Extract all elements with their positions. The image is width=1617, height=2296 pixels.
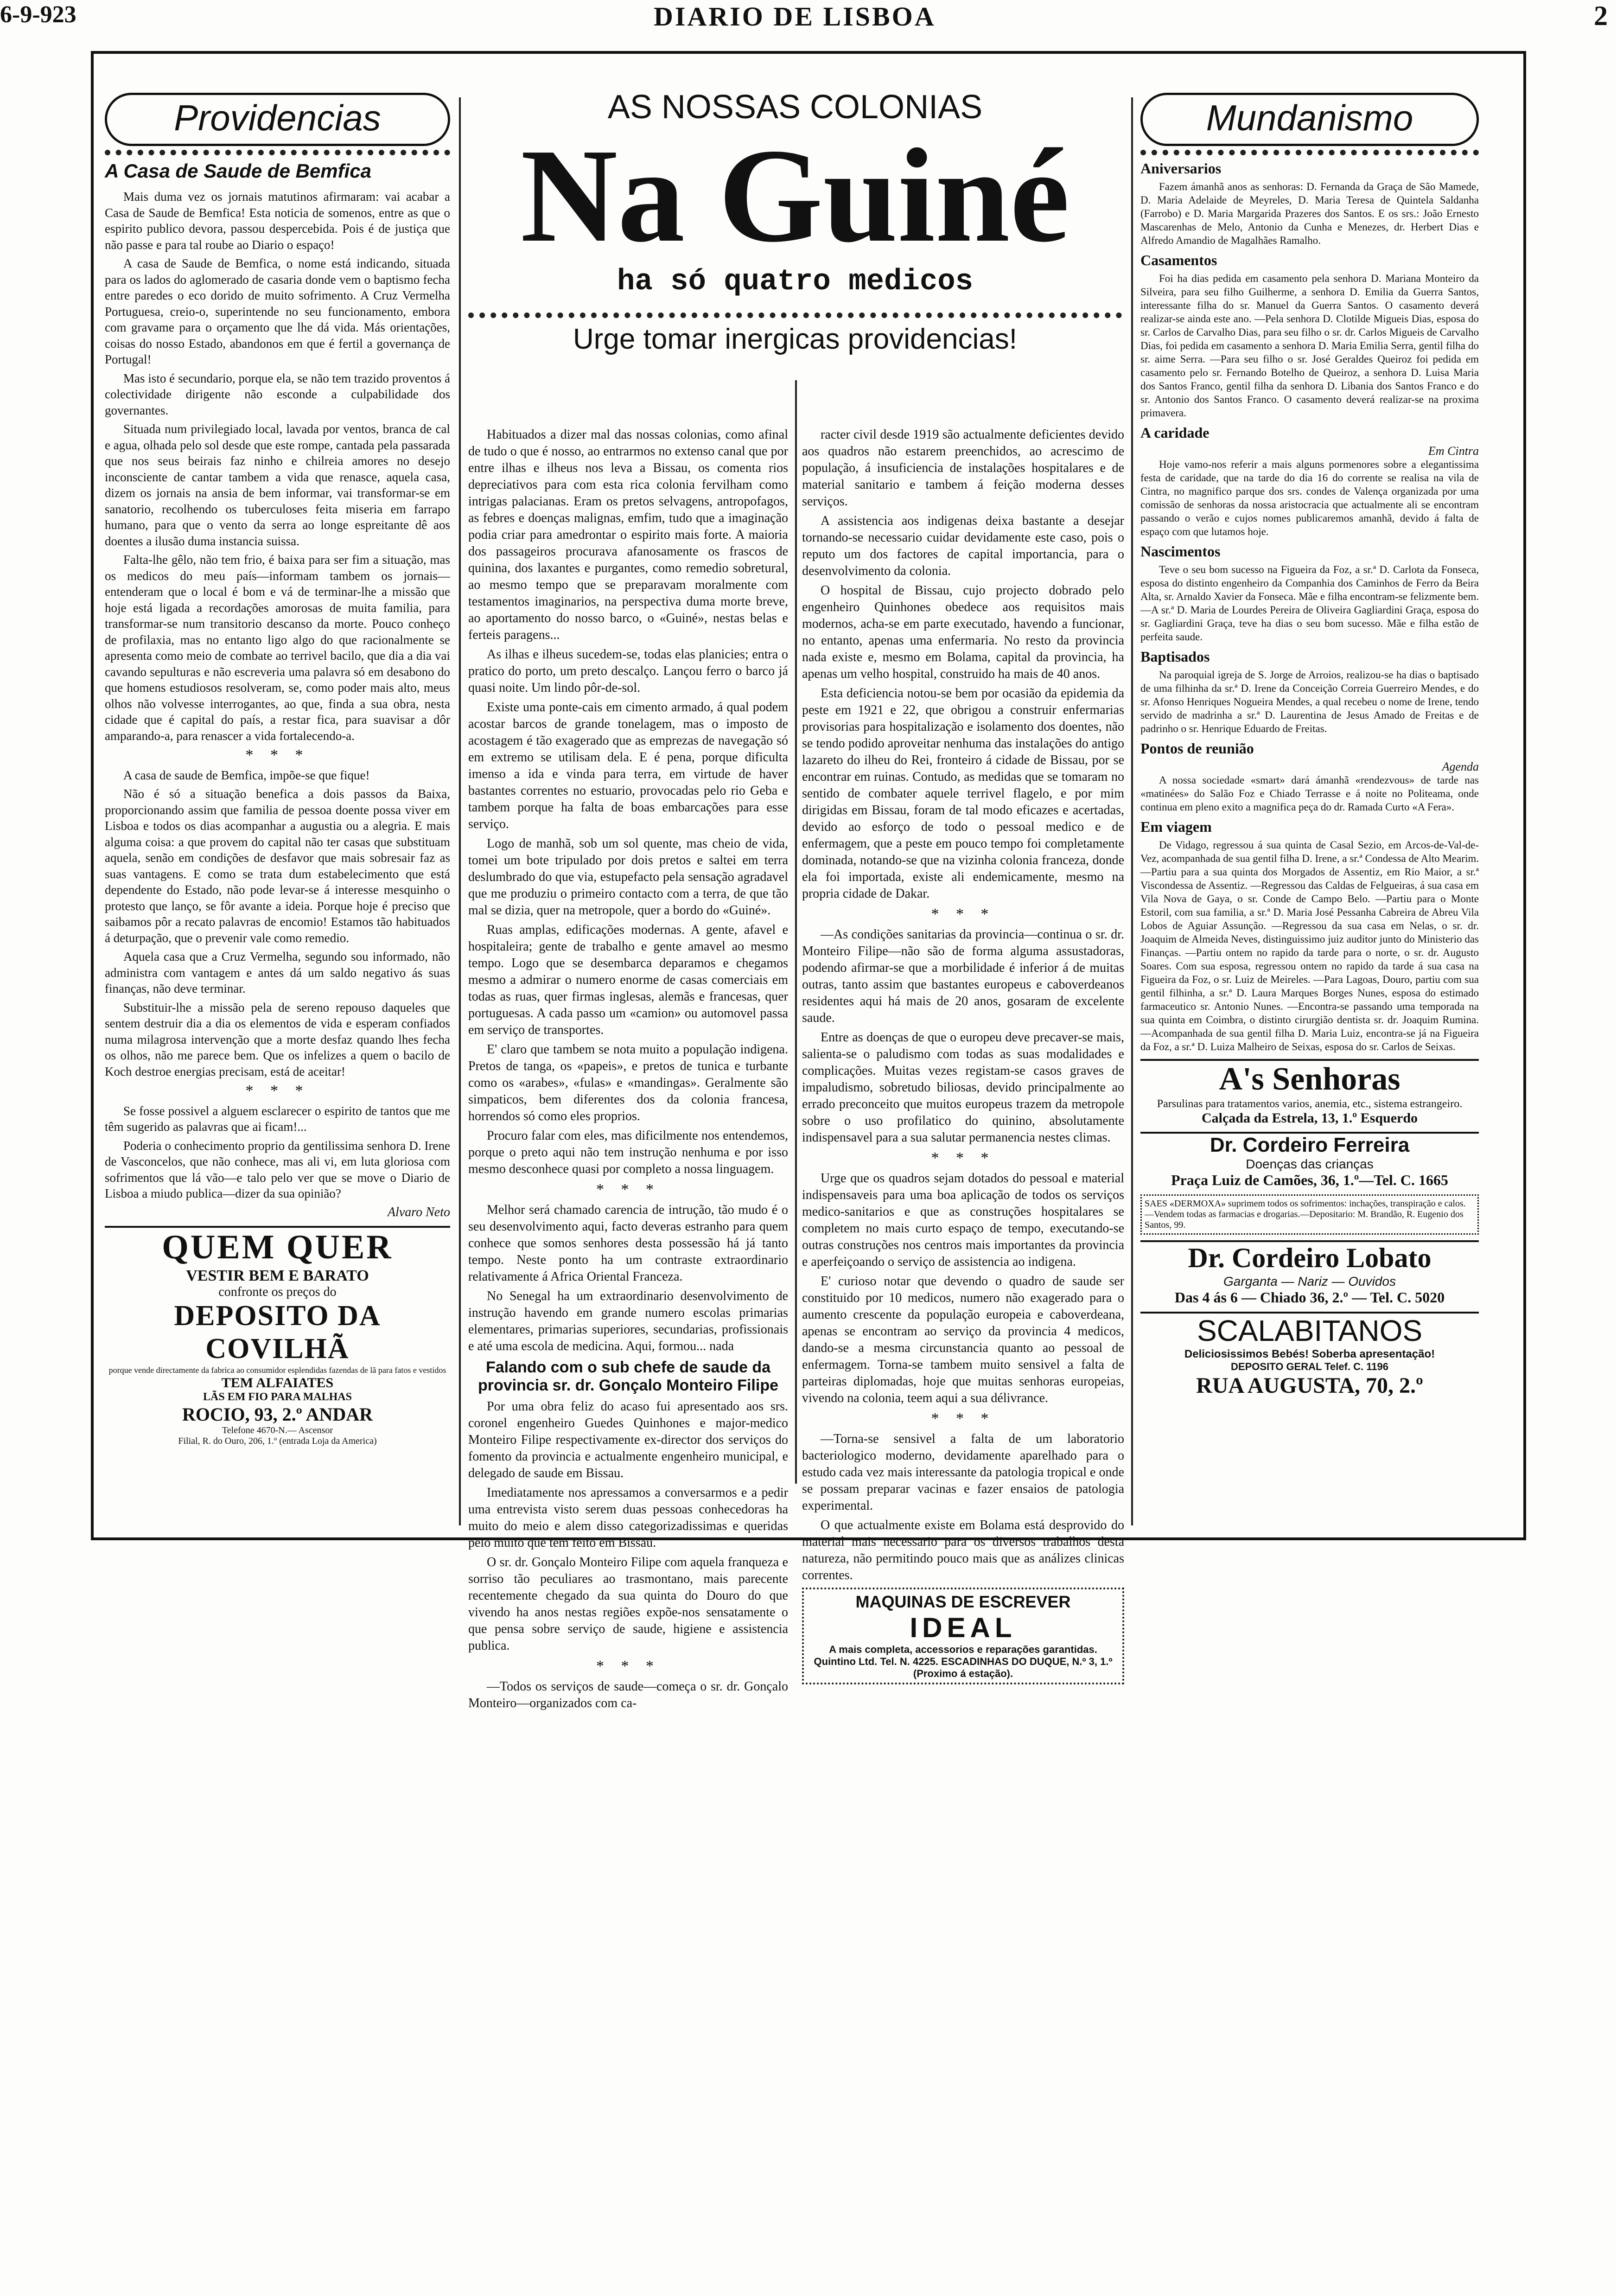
ad-address: ROCIO, 93, 2.º ANDAR — [182, 1404, 373, 1425]
paragraph: —As condições sanitarias da provincia—continua o sr. dr. Monteiro Filipe—não são de forma alguma assustadoras, podendo afirmar-se que a morbilidade é inferior á de muitas outras, tanto assim que bastantes europeus e caboverdeanos residentes aqui há mais de 20 anos, gosaram de excelente saude. — [802, 927, 1124, 1025]
paragraph: Poderia o conhecimento proprio da gentilissima senhora D. Irene de Vasconcelos, que não conhece, mas ali vi, em luta gloriosa com sofrimentos que lá vão—e talo pelo ver que se move o Diario de Lisboa a miudo publica—dizer da sua opinião? — [105, 1138, 450, 1200]
paragraph: Teve o seu bom sucesso na Figueira da Foz, a sr.ª D. Carlota da Fonseca, esposa do distinto engenheiro da Companhia dos Caminhos de Ferro da Beira Alta, sr. Arnaldo Xavier da Fonseca. Mãe e filha encontram-se felizmente bem. —A sr.ª D. Maria de Lourdes Pereira de Oliveira Gagliardini Graça, esposa do sr. Gagliardini Graça, teve ha dias o seu bom sucesso. Mãe e filha estão de perfeita saude. — [1140, 564, 1479, 643]
ad-line: Telefone 4670-N.— Ascensor — [222, 1425, 333, 1435]
ad-address: Praça Luiz de Camões, 36, 1.º—Tel. C. 1665 — [1171, 1172, 1448, 1188]
interview-heading: Falando com o sub chefe de saude da provincia sr. dr. Gonçalo Monteiro Filipe — [477, 1358, 778, 1394]
paragraph: Urge que os quadros sejam dotados do pessoal e material indispensaveis para uma boa aplicação de todos os serviços medico-sanitarios e que as construções hospitalares se completem no mais curto espaço de tempo, executando-se outras construções nos centros mais importantes da provincia e aperfeiçoando o serviço de assistencia ao indigena. — [802, 1171, 1124, 1269]
main-article-column-2 — [802, 427, 1124, 1684]
issue-date: 6-9-923 — [0, 1, 76, 28]
column-divider — [795, 380, 797, 1484]
paragraph: O hospital de Bissau, cujo projecto dobrado pelo engenheiro Quinhones obedece aos requisitos mais modernos, acha-se em parte executado, havendo a funcionar, no entanto, apenas uma enfermaria. No resto da provincia nada existe e, mesmo em Bolama, capital da provincia, ha apenas um velho hospital, construido ha mais de 40 anos. — [802, 583, 1124, 681]
article-subtitle: A Casa de Saude de Bemfica — [105, 160, 371, 182]
dotted-divider — [105, 150, 450, 155]
paragraph: E' claro que tambem se nota muito a população indigena. Pretos de tanga, os «papeis», e pretos de tunica e turbante como os «arabes», «fulas» e «mandingas». Geralmente são simpaticos, bem diferentes dos da colonia francesa, horrendos só como eles proprios. — [468, 1042, 788, 1123]
paragraph: A assistencia aos indigenas deixa bastante a desejar tornando-se necessario cuidar devidamente este caso, pois o reputo um dos factores de capital importancia, para o desenvolvimento da colonia. — [802, 514, 1124, 578]
masthead: DIARIO DE LISBOA — [654, 1, 936, 32]
main-article-header — [468, 88, 1122, 356]
right-column — [1140, 93, 1479, 1398]
separator-stars: * * * — [245, 1082, 310, 1099]
paragraph: —Torna-se sensivel a falta de um laboratorio bacteriologico moderno, devidamente aparelhado para o estudo cada vez mais interessante da patologia tropical e onde se possam preparar vacinas e fazer ensaios de patologia experimental. — [802, 1432, 1124, 1513]
ad-line: porque vende directamente da fabrica ao consumidor esplendidas fazendas de lã para fatos e vestidos — [108, 1365, 446, 1375]
ad-headline: Dr. Cordeiro Lobato — [1188, 1243, 1432, 1273]
column-divider — [459, 97, 461, 1525]
headline: Na Guiné — [520, 121, 1070, 270]
paragraph: Imediatamente nos apressamos a conversarmos e a pedir uma entrevista visto serem duas pessoas conhecedoras ha muito do meio e alem disso categorizadissimas e queridas pelo muito que tem feito em Bissau. — [468, 1486, 788, 1550]
separator-stars: * * * — [931, 1149, 995, 1167]
paragraph: Entre as doenças de que o europeu deve precaver-se mais, salienta-se o paludismo com todas as suas modalidades e complicações. Muitas vezes registam-se casos graves de impaludismo, sobretudo biliosas, devido principalmente ao errado preconceito que muitos europeus trazem da metropole sobre o uso profilatico do quinino, absolutamente indispensavel para a sua salutar permanencia nestes climas. — [802, 1030, 1124, 1145]
subhead: Urge tomar inergicas providencias! — [573, 323, 1017, 355]
ad-headline: SCALABITANOS — [1197, 1314, 1423, 1347]
section-heading: Casamentos — [1140, 252, 1217, 268]
paragraph: —Todos os serviços de saude—começa o sr. dr. Gonçalo Monteiro—organizados com ca- — [468, 1679, 788, 1710]
paragraph: O que actualmente existe em Bolama está desprovido do material mais necessario para os diversos trabalhos desta natureza, não permitindo pouco mais que as análizes clinicas correntes. — [802, 1518, 1124, 1582]
paragraph: A casa de saude de Bemfica, impõe-se que fique! — [123, 768, 370, 782]
ad-line: TEM ALFAIATES — [221, 1375, 334, 1390]
dotted-divider — [1140, 150, 1479, 155]
paragraph: Na paroquial igreja de S. Jorge de Arroios, realizou-se ha dias o baptisado de uma filhinha da sr.ª D. Irene da Conceição Correia Guerreiro Mendes, e do sr. Afonso Henriques Nogueira Mendes, a qual recebeu o nome de Irene, tendo servido de madrinha a sr.ª D. Laurentina de Jesus Amado de Freitas e de padrinho o sr. Henrique Eduardo de Freitas. — [1140, 669, 1479, 734]
ad-line: confronte os preços do — [218, 1285, 337, 1299]
left-column — [105, 93, 450, 1447]
paragraph: A casa de Saude de Bemfica, o nome está indicando, situada para os lados do aglomerado de casaria donde vem o baptismo fecha entre paredes o eco dorido de muito sofrimento. A Cruz Vermelha Portuguesa, creio-o, superintende no seu funcionamento, embora com gravame para o orçamento que lhe dá vida. Más orientações, coisas do nosso Estado, abandonos em que é fertil a governança de Portugal! — [105, 256, 450, 366]
paragraph: Não é só a situação benefica a dois passos da Baixa, proporcionando assim que familia de pessoa doente possa viver em Lisboa e todos os dias acompanhar a augustia ou a alegria. E mais alguma coisa: a que provem do capital não ter casas que substituam aquela, senão em condições de desfavor que mais sobresair faz as suas vantagens. E como se trata dum estabelecimento que está dependente do Estado, não pode levar-se á interesse mesquinho o protesto que lanço, se fôr avante a ideia. Porque hoje é preciso que saibamos pôr a recato palavras de encomio! Estamos tão habituados á deturpação, que o prevenir vale como remedio. — [105, 787, 450, 945]
deck: ha só quatro medicos — [617, 265, 974, 299]
dotted-divider — [468, 313, 1122, 318]
paragraph: Procuro falar com eles, mas dificilmente nos entendemos, porque o preto aqui não tem instrução nenhuma e por isso mesmo desconhece quasi por completo a nossa linguagem. — [468, 1129, 788, 1176]
advert-cordeiro-ferreira — [1140, 1132, 1479, 1189]
ad-line: Deliciosissimos Bebés! Soberba apresentação! — [1184, 1348, 1435, 1360]
section-heading: Baptisados — [1140, 648, 1210, 665]
section-title-mundanismo: Mundanismo — [1140, 93, 1479, 146]
section-title-providencias: Providencias — [105, 93, 450, 146]
ad-headline: QUEM QUER — [162, 1228, 393, 1266]
paragraph: Existe uma ponte-cais em cimento armado, á qual podem acostar barcos de grande tonelagem, mas o imposto de acostagem é tão exagerado que as emprezas de navegação só em extremo se utilisam dela. E é pena, porque dificulta imenso a ida e vinda para terra, em virtude de haver bastantes correntes no estuario, provocadas pelo rio Geba e tambem porque ha falta de boas embarcações para esse serviço. — [468, 700, 788, 831]
paragraph: Falta-lhe gêlo, não tem frio, é baixa para ser fim a situação, mas os medicos do meu país—informam tambem os jornais—entenderam que o local é bom e vá de terminar-lhe a missão que hoje está ligada a recordações amorosas de muita familia, para transformar-se num transitorio descanso da morte. Pouco conheço de profilaxia, mas no entanto ligo algo do que racionalmente se apresenta como meio de combate ao terrivel bacilo, que dia a dia vai cavando sepulturas e não escreveria uma palavra só em desabono do que homens estudiosos resolveram, se, como poder mais alto, meus olhos não volvesse interrogantes, ao que, finda a sua obra, nesta cidade que é capital do país, a restar fica, para suavisar a dôr amparando-a, para renascer a vida fortalecendo-a. — [105, 553, 450, 743]
ad-line: Parsulinas para tratamentos varios, anemia, etc., sistema estrangeiro. — [1157, 1098, 1463, 1110]
section-place: Em Cintra — [1428, 444, 1479, 458]
ad-line: Filial, R. do Ouro, 206, 1.º (entrada Loja da America) — [178, 1436, 377, 1446]
column-divider — [1131, 97, 1133, 1525]
paragraph: Hoje vamo-nos referir a mais alguns pormenores sobre a elegantissima festa de caridade, que na tarde do dia 16 do corrente se realisa na vila de Cintra, no magnifico parque dos srs. condes de Valença organizada por uma comissão de senhoras da nossa aristocracia que actualmente ali se encontram passando o verão e cujos nomes publicaremos amanhã, devido á falta de espaço com que lutamos hoje. — [1140, 459, 1479, 537]
section-heading: Aniversarios — [1140, 160, 1222, 177]
separator-stars: * * * — [931, 906, 995, 923]
paragraph: Mas isto é secundario, porque ela, se não tem trazido proventos á colectividade dirigente não esconde a culpabilidade dos governantes. — [105, 371, 450, 417]
advert-maquinas-ideal — [802, 1588, 1124, 1684]
separator-stars: * * * — [596, 1181, 660, 1198]
paragraph: Aquela casa que a Cruz Vermelha, segundo sou informado, não administra com vantagem e antes dá um saldo negativo ás suas finanças, não deve terminar. — [105, 950, 450, 995]
ad-line: DEPOSITO GERAL Telef. C. 1196 — [1231, 1361, 1388, 1372]
page-number: 2 — [1594, 0, 1608, 31]
paragraph: Ruas amplas, edificações modernas. A gente, afavel e hospitaleira; gente de trabalho e gente amavel ao mesmo tempo. Logo que se desembarca deparamos e chegamos mesmo a admirar o numero enorme de casas comerciais em todas as ruas, quer firmas inglesas, alemãs e francesas, quer portuguesas. A cada passo um «camion» ou automovel passa em serviço de transportes. — [468, 923, 788, 1037]
ad-line: MAQUINAS DE ESCREVER — [855, 1592, 1071, 1611]
paragraph: Logo de manhã, sob um sol quente, mas cheio de vida, tomei um bote tripulado por dois pretos e saltei em terra deslumbrado do que via, estupefacto pela sensação agradavel que me produziu o primeiro contacto com a terra, de que tão mal se dizia, quer na metropole, quer a bordo do «Guiné». — [468, 836, 788, 918]
advert-as-senhoras — [1140, 1059, 1479, 1126]
advert-scalabitanos — [1140, 1312, 1479, 1398]
section-heading: A caridade — [1140, 424, 1210, 441]
paragraph: racter civil desde 1919 são actualmente deficientes devido aos quadros não estarem preenchidos, ao acrescimo de população, á insuficiencia de instalações hospitalares e de material sanitario e tambem á feição moderna desses serviços. — [802, 427, 1124, 509]
paragraph: E' curioso notar que devendo o quadro de saude ser constituido por 10 medicos, numero não exagerado para o aumento crescente da população europeia e caboverdeana, apenas se encontram ao serviço da provincia 4 medicos, dando-se a mesma circunstancia quanto ao pessoal de enfermagem. Torna-se tambem muito sensivel a falta de parteiras diplomadas, hoje que muitas senhoras europeias, vivendo na colonia, teem aqui a sua délivrance. — [802, 1274, 1124, 1405]
ad-line: A mais completa, accessorios e reparações garantidas. Quintino Ltd. Tel. N. 4225. ESCADINHAS DO DUQUE, N.º 3, 1.º (Proximo á estação). — [814, 1644, 1113, 1679]
paragraph: Substituir-lhe a missão pela de sereno repouso daqueles que sentem destruir dia a dia os elementos de vida e esperam confiados numa milagrosa intervenção que a morte desfaz quando lhes fecha os olhos, não me parece bem. Que os infelizes a quem o bacilo de Koch destroe energias precisam, está de aceitar! — [105, 1000, 450, 1078]
ad-line: LÃS EM FIO PARA MALHAS — [203, 1391, 352, 1403]
paragraph: Se fosse possivel a alguem esclarecer o espirito de tantos que me têm sugerido as palavras que ai ficam!... — [105, 1103, 450, 1134]
advert-deposito-covilha — [105, 1226, 450, 1447]
ad-address: Calçada da Estrela, 13, 1.º Esquerdo — [1201, 1110, 1418, 1126]
separator-stars: * * * — [245, 746, 310, 764]
paragraph: Habituados a dizer mal das nossas colonias, como afinal de tudo o que é nosso, ao entrarmos no extenso canal que por entre ilhas e ilheus nos leva a Bissau, os comenta rios depreciativos para com esta rica colonia fervilham como intrigas palacianas. Eram os pretos selvagens, antropofagos, as febres e doenças malignas, emfim, tudo que a imaginação podia criar para amedrontar o espirito mais forte. A maioria dos passageiros procurava afanosamente os frascos de quinina, dos laxantes e purgantes, como remedio sobretural, ao mesmo tempo que se preparavam moralmente com testamentos imaginarios, na perspectiva duma morte breve, ao aportamento do nosso barco, o «Guiné», nestas belas e ferteis paragens... — [468, 427, 788, 642]
separator-stars: * * * — [931, 1410, 995, 1427]
ad-address: Das 4 ás 6 — Chiado 36, 2.º — Tel. C. 5020 — [1174, 1289, 1445, 1306]
ad-line: Doenças das crianças — [1246, 1157, 1374, 1171]
ad-brand: DEPOSITO DA COVILHÃ — [174, 1300, 381, 1365]
section-heading: Pontos de reunião — [1140, 740, 1254, 757]
author-signature: Alvaro Neto — [387, 1205, 450, 1219]
ad-line: Garganta — Nariz — Ouvidos — [1223, 1274, 1396, 1288]
paragraph: De Vidago, regressou á sua quinta de Casal Sezio, em Arcos-de-Val-de-Vez, acompanhada de sua gentil filha D. Irene, a sr.ª Condessa de Alto Mearim. —Partiu para a sua quinta dos Morgados de Assentiz, em Rio Maior, a sr.ª Viscondessa de Assentiz. —Regressou das Caldas de Felgueiras, á sua casa em Vila Nova de Gaya, o sr. Conde de Campo Belo. —Partiu para o Monte Estoril, com sua familia, a sr.ª D. Maria José Pessanha Cabreira de Abreu Vila Lobos de Aguiar Assunção. —Regressou da sua casa em Nelas, o sr. dr. Joaquim de Almeida Neves, distinguissimo juiz auditor junto do Ministerio das Finanças. —Partiu ontem no rapido da tarde para o norte, o sr. dr. Augusto Soares. Com sua esposa, regressou ontem no rapido da tarde á sua casa na Figueira da Foz, o sr. Luiz de Meireles. —Para Lagoas, Douro, partiu com sua gentil filhinha, a sr.ª D. Laura Marques Borges Nunes, esposa do estimado farmaceutico sr. Antonio Nunes. —Encontra-se passando uma temporada na sua quinta em Coimbra, o distinto cirurgião dentista sr. dr. Joaquim Rumina. —Acompanhada de sua gentil filha D. Maria Luiz, encontra-se já na Figueira da Foz, a sr.ª D. Luiza Malheiro de Seixas, esposa do sr. Carlos de Seixas. — [1140, 839, 1479, 1052]
ad-line: SAES «DERMOXA» suprimem todos os sofrimentos: inchações, transpiração e calos.—Vendem todas as farmacias e drogarias.—Depositario: M. Brandão, R. Eugenio dos Santos, 99. — [1145, 1199, 1466, 1230]
kicker: AS NOSSAS COLONIAS — [607, 89, 983, 126]
paragraph: A nossa sociedade «smart» dará ámanhã «rendezvous» de tarde nas «matinées» do Salão Foz e Chiado Terrasse e á noite no Politeama, onde continua em pleno exito a magnifica peça do dr. Ramada Curto «A Fera». — [1140, 774, 1479, 813]
ad-headline: A's Senhoras — [1219, 1061, 1401, 1097]
paragraph: Situada num privilegiado local, lavada por ventos, branca de cal e agua, olhada pelo sol desde que este rompe, cantada pela passarada que nos seus beirais faz ninho e chilreia amores no desejo inconsciente de cantar tambem a vida que renasce, aquela casa, dizem os jornais na ansia de bem informar, vai transformar-se em sanatorio, recolhendo os tuberculoses feita miseria em farrapo humano, para que o vento da serra ao longe espreitante dê aos doentes a ilusão duma instancia suissa. — [105, 422, 450, 548]
separator-stars: * * * — [596, 1658, 660, 1675]
main-article-column-1 — [468, 427, 788, 1715]
ad-headline: Dr. Cordeiro Ferreira — [1210, 1134, 1410, 1156]
ad-address: RUA AUGUSTA, 70, 2.º — [1196, 1373, 1423, 1398]
paragraph: Melhor será chamado carencia de intrução, tão mudo é o seu desenvolvimento aqui, facto deveras estranho para quem conhece que somos senhores desta possessão há já tanto tempo. Neste ponto ha um contraste extraordinario relativamente á Africa Oriental Franceza. — [468, 1203, 788, 1284]
paragraph: No Senegal ha um extraordinario desenvolvimento de instrução havendo em grande numero escolas primarias elementares, primarias superiores, secundarias, profissionais e até uma escola de medicina. Aqui, formou... nada — [468, 1289, 788, 1353]
paragraph: Fazem ámanhã anos as senhoras: D. Fernanda da Graça de São Mamede, D. Maria Adelaide de Meyreles, D. Maria Teresa de Quintela Saldanha (Farrobo) e D. Maria Margarida Prazeres dos Santos. E os srs.: João Ernesto Mascarenhas de Melo, Antonio da Cunha e Menezes, dr. Herbert Dias e Alfredo Amandio de Magalhães Ramalho. — [1140, 181, 1479, 246]
advert-saes-dermoxa — [1140, 1194, 1479, 1235]
section-place: Agenda — [1442, 760, 1479, 773]
section-heading: Em viagem — [1140, 818, 1212, 835]
paragraph: Esta deficiencia notou-se bem por ocasião da epidemia da peste em 1921 e 22, que obrigou a construir enfermarias provisorias para hospitalização e isolamento dos doentes, não se tendo podido aproveitar nenhuma das instalações do antigo lazareto do ilheu do Rei, fronteiro á cidade de Bissau, por se encontrar em ruinas. Contudo, as medidas que se tomaram no sentido de combater aquele terrivel flagelo, e por mim dirigidas em Bissau, foram de tal modo eficazes e acertadas, devido ao esforço de todo o pessoal medico e de enfermagem, que a peste em pouco tempo foi completamente dominada, notando-se que na vizinha colonia franceza, donde ela foi importada, existe ali endemicamente, mesmo na propria cidade de Dakar. — [802, 686, 1124, 901]
ad-brand: IDEAL — [910, 1612, 1017, 1643]
section-heading: Nascimentos — [1140, 543, 1221, 560]
paragraph: Foi ha dias pedida em casamento pela senhora D. Mariana Monteiro da Silveira, para seu filho Guilherme, a senhora D. Emilia da Guerra Santos, interessante filha do sr. Manuel da Guerra Santos. O casamento deverá realizar-se ainda este ano. —Pela senhora D. Clotilde Migueis Dias, esposa do sr. Carlos de Carvalho Dias, para seu filho o sr. dr. Carlos Migueis de Carvalho Dias, foi pedida em casamento a senhora D. Maria Emilia Serra, gentil filha do sr. aime Serra. —Para seu filho o sr. José Geraldes Queiroz foi pedida em casamento pelo sr. Fernando Botelho de Queiroz, a senhora D. Luisa Maria dos Santos Franco, gentil filha da senhora D. Libania dos Santos Franco e do sr. Antonio dos Santos Franco. O casamento deverá realizar-se na proxima primavera. — [1140, 273, 1479, 419]
paragraph: Mais duma vez os jornais matutinos afirmaram: vai acabar a Casa de Saude de Bemfica! Esta noticia de somenos, entre as que o espirito publico devora, passou despercebida. Pois é de justiça que não passe e para tal roube ao Diario o espaço! — [105, 190, 450, 252]
ad-line: VESTIR BEM E BARATO — [186, 1267, 369, 1284]
advert-cordeiro-lobato — [1140, 1240, 1479, 1306]
paragraph: As ilhas e ilheus sucedem-se, todas elas planicies; entra o pratico do porto, um preto descalço. Lançou ferro o barco já quasi noite. Um lindo pôr-de-sol. — [468, 647, 788, 695]
paragraph: Por uma obra feliz do acaso fui apresentado aos srs. coronel engenheiro Guedes Quinhones e major-medico Monteiro Filipe respectivamente ex-director dos serviços do fomento da provincia e actualmente engenheiro municipal, e delegado de saude em Bissau. — [468, 1399, 788, 1480]
paragraph: O sr. dr. Gonçalo Monteiro Filipe com aquela franqueza e sorriso tão peculiares ao trasmontano, mais parecente recentemente chegado da sua quinta do Douro do que vivendo ha anos nestas regiões expõe-nos sensatamente o que pensa sobre serviço de saude, higiene e assistencia publica. — [468, 1555, 788, 1653]
